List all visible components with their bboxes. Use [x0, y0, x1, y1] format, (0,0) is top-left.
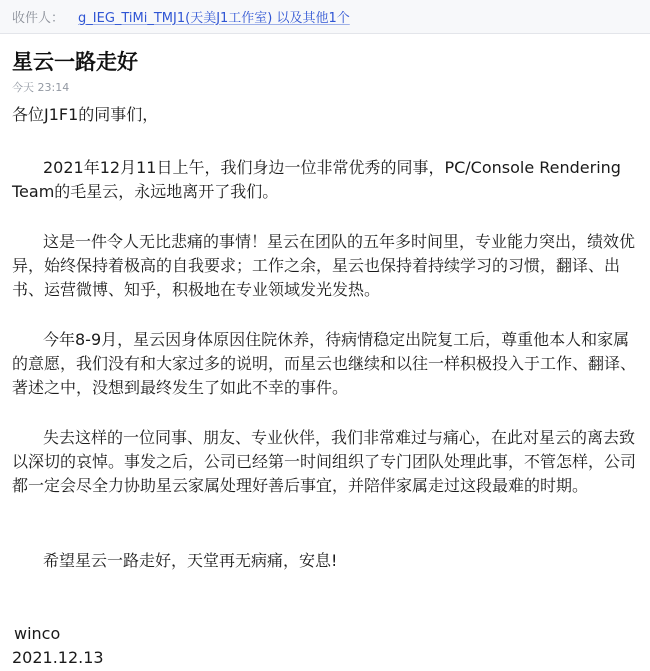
email-greeting: 各位J1F1的同事们， [12, 105, 159, 124]
email-paragraph: 希望星云一路走好，天堂再无病痛，安息! [43, 551, 338, 570]
email-paragraph: 2021年12月11日上午，我们身边一位非常优秀的同事，PC/Console Rendering Team的毛星云，永远地离开了我们。 [12, 158, 621, 201]
email-paragraph: 失去这样的一位同事、朋友、专业伙伴，我们非常难过与痛心，在此对星云的离去致以深切的哀悼。事发之后，公司已经第一时间组织了专门团队处理此事，不管怎样，公司都一定会尽全力协助星云家属处理好善后事宜，并陪伴家属走过这段最难的时期。 [12, 428, 637, 495]
recipients-link[interactable]: g_IEG_TiMi_TMJ1(天美J1工作室) 以及其他1个 [78, 11, 350, 26]
email-paragraph: 今年8-9月，星云因身体原因住院休养，待病情稳定出院复工后，尊重他本人和家属的意愿，我们没有和大家过多的说明，而星云也继续和以往一样积极投入于工作、翻译、著述之中，没想到最终发生了如此不幸的事件。 [12, 330, 637, 397]
email-subject: 星云一路走好 [12, 50, 138, 74]
email-signer: winco [14, 624, 61, 643]
sent-time: 今天 23:14 [12, 81, 70, 94]
email-paragraph: 这是一件令人无比悲痛的事情！星云在团队的五年多时间里，专业能力突出，绩效优异，始终保持着极高的自我要求；工作之余，星云也保持着持续学习的习惯，翻译、出书、运营微博、知乎，积极地在专业领域发光发热。 [12, 232, 636, 299]
email-sign-date: 2021.12.13 [12, 648, 104, 667]
recipients-label: 收件人： [12, 11, 65, 26]
email-header [0, 0, 650, 34]
